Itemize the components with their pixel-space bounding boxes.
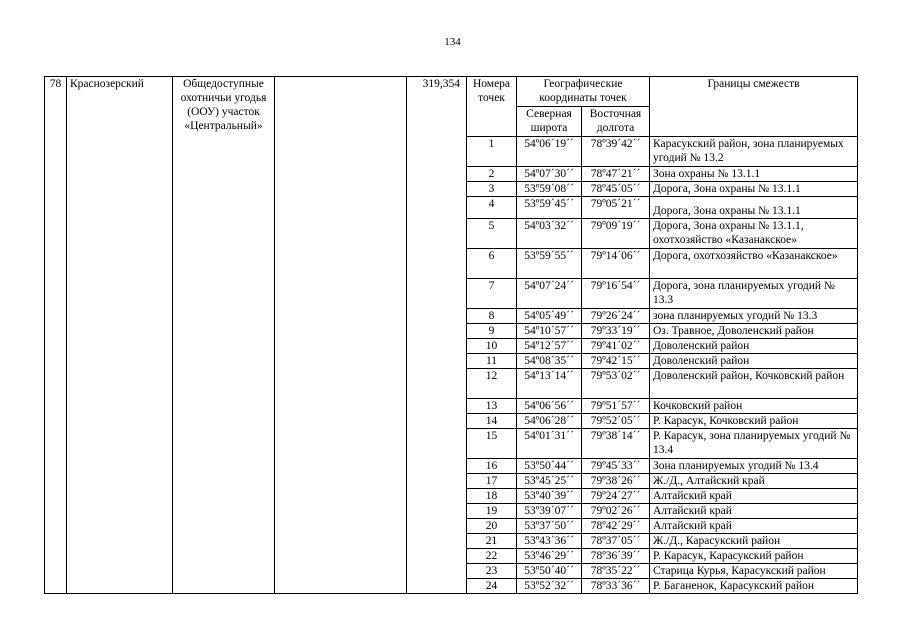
longitude-cell: 79º16´54´´	[582, 279, 650, 309]
boundary-cell: Дорога, зона планируемых угодий № 13.3	[650, 279, 858, 309]
boundary-cell: Доволенский район	[650, 354, 858, 369]
geo-coords-header: Географические координаты точек	[517, 77, 650, 107]
latitude-cell: 54º03´32´´	[517, 219, 582, 249]
north-lat-header: Северная широта	[517, 107, 582, 137]
boundary-cell: Дорога, охотхозяйство «Казанакское»	[650, 249, 858, 279]
longitude-cell: 79º09´19´´	[582, 219, 650, 249]
latitude-cell: 53º45´25´´	[517, 474, 582, 489]
point-number-cell: 23	[467, 564, 517, 579]
point-number-cell: 22	[467, 549, 517, 564]
point-number-cell: 14	[467, 414, 517, 429]
row-number: 78	[45, 77, 67, 594]
longitude-cell: 78º47´21´´	[582, 167, 650, 182]
longitude-cell: 79º45´33´´	[582, 459, 650, 474]
latitude-cell: 54º01´31´´	[517, 429, 582, 459]
boundary-cell: Кочковский район	[650, 399, 858, 414]
latitude-cell: 53º43´36´´	[517, 534, 582, 549]
point-number-cell: 8	[467, 309, 517, 324]
latitude-cell: 53º37´50´´	[517, 519, 582, 534]
point-number-cell: 15	[467, 429, 517, 459]
latitude-cell: 54º13´14´´	[517, 369, 582, 399]
latitude-cell: 54º12´57´´	[517, 339, 582, 354]
point-number-cell: 24	[467, 579, 517, 594]
boundary-cell: Дорога, Зона охраны № 13.1.1	[650, 182, 858, 197]
longitude-cell: 78º39´42´´	[582, 137, 650, 167]
land-type-cell: Общедоступные охотничьи угодья (ООУ) участок «Центральный»	[173, 77, 275, 594]
point-number-cell: 13	[467, 399, 517, 414]
longitude-cell: 79º41´02´´	[582, 339, 650, 354]
boundaries-header: Границы смежеств	[650, 77, 858, 137]
header-row	[45, 77, 858, 107]
boundary-cell: Оз. Травное, Доволенский район	[650, 324, 858, 339]
boundary-cell: Р. Баганенок, Карасукский район	[650, 579, 858, 594]
boundary-cell: Р. Карасук, зона планируемых угодий № 13.4	[650, 429, 858, 459]
boundary-cell: Алтайский край	[650, 489, 858, 504]
longitude-cell: 79º02´26´´	[582, 504, 650, 519]
longitude-cell: 79º52´05´´	[582, 414, 650, 429]
latitude-cell: 54º07´24´´	[517, 279, 582, 309]
point-number-cell: 4	[467, 197, 517, 219]
longitude-cell: 79º05´21´´	[582, 197, 650, 219]
longitude-cell: 78º35´22´´	[582, 564, 650, 579]
latitude-cell: 53º59´08´´	[517, 182, 582, 197]
point-number-cell: 9	[467, 324, 517, 339]
longitude-cell: 78º45´05´´	[582, 182, 650, 197]
boundary-cell: Дорога, Зона охраны № 13.1.1, охотхозяйство «Казанакское»	[650, 219, 858, 249]
latitude-cell: 53º46´29´´	[517, 549, 582, 564]
boundary-cell: Дорога, Зона охраны № 13.1.1	[650, 197, 858, 219]
boundary-cell: Доволенский район	[650, 339, 858, 354]
point-number-cell: 11	[467, 354, 517, 369]
point-number-cell: 2	[467, 167, 517, 182]
longitude-cell: 79º26´24´´	[582, 309, 650, 324]
page-number: 134	[444, 36, 461, 48]
latitude-cell: 54º05´49´´	[517, 309, 582, 324]
point-number-cell: 5	[467, 219, 517, 249]
empty-cell	[275, 77, 407, 594]
point-numbers-header: Номера точек	[467, 77, 517, 137]
latitude-cell: 53º50´44´´	[517, 459, 582, 474]
boundary-cell: Ж./Д., Карасукский район	[650, 534, 858, 549]
boundary-cell: Карасукский район, зона планируемых угодий № 13.2	[650, 137, 858, 167]
longitude-cell: 78º33´36´´	[582, 579, 650, 594]
longitude-cell: 79º38´26´´	[582, 474, 650, 489]
point-number-cell: 17	[467, 474, 517, 489]
point-number-cell: 12	[467, 369, 517, 399]
hunting-grounds-table	[44, 76, 858, 594]
boundary-cell: Алтайский край	[650, 504, 858, 519]
boundary-cell: Р. Карасук, Карасукский район	[650, 549, 858, 564]
boundary-cell: Ж./Д., Алтайский край	[650, 474, 858, 489]
boundary-cell: Доволенский район, Кочковский район	[650, 369, 858, 399]
boundary-cell: Старица Курья, Карасукский район	[650, 564, 858, 579]
latitude-cell: 53º50´40´´	[517, 564, 582, 579]
latitude-cell: 54º06´19´´	[517, 137, 582, 167]
latitude-cell: 53º39´07´´	[517, 504, 582, 519]
latitude-cell: 54º10´57´´	[517, 324, 582, 339]
latitude-cell: 54º08´35´´	[517, 354, 582, 369]
region-cell: Краснозерский	[67, 77, 173, 594]
longitude-cell: 78º36´39´´	[582, 549, 650, 564]
latitude-cell: 54º06´56´´	[517, 399, 582, 414]
point-number-cell: 20	[467, 519, 517, 534]
longitude-cell: 79º53´02´´	[582, 369, 650, 399]
latitude-cell: 53º52´32´´	[517, 579, 582, 594]
longitude-cell: 79º51´57´´	[582, 399, 650, 414]
longitude-cell: 78º37´05´´	[582, 534, 650, 549]
boundary-cell: Зона планируемых угодий № 13.4	[650, 459, 858, 474]
east-lon-header: Восточная долгота	[582, 107, 650, 137]
point-number-cell: 19	[467, 504, 517, 519]
longitude-cell: 78º42´29´´	[582, 519, 650, 534]
longitude-cell: 79º24´27´´	[582, 489, 650, 504]
point-number-cell: 10	[467, 339, 517, 354]
point-number-cell: 3	[467, 182, 517, 197]
boundary-cell: Алтайский край	[650, 519, 858, 534]
latitude-cell: 53º59´45´´	[517, 197, 582, 219]
longitude-cell: 79º38´14´´	[582, 429, 650, 459]
longitude-cell: 79º33´19´´	[582, 324, 650, 339]
point-number-cell: 16	[467, 459, 517, 474]
boundary-cell: Р. Карасук, Кочковский район	[650, 414, 858, 429]
point-number-cell: 18	[467, 489, 517, 504]
longitude-cell: 79º14´06´´	[582, 249, 650, 279]
point-number-cell: 6	[467, 249, 517, 279]
latitude-cell: 54º06´28´´	[517, 414, 582, 429]
point-number-cell: 21	[467, 534, 517, 549]
latitude-cell: 53º59´55´´	[517, 249, 582, 279]
longitude-cell: 79º42´15´´	[582, 354, 650, 369]
latitude-cell: 54º07´30´´	[517, 167, 582, 182]
boundary-cell: зона планируемых угодий № 13.3	[650, 309, 858, 324]
latitude-cell: 53º40´39´´	[517, 489, 582, 504]
point-number-cell: 1	[467, 137, 517, 167]
boundary-cell: Зона охраны № 13.1.1	[650, 167, 858, 182]
point-number-cell: 7	[467, 279, 517, 309]
area-cell: 319,354	[407, 77, 467, 594]
